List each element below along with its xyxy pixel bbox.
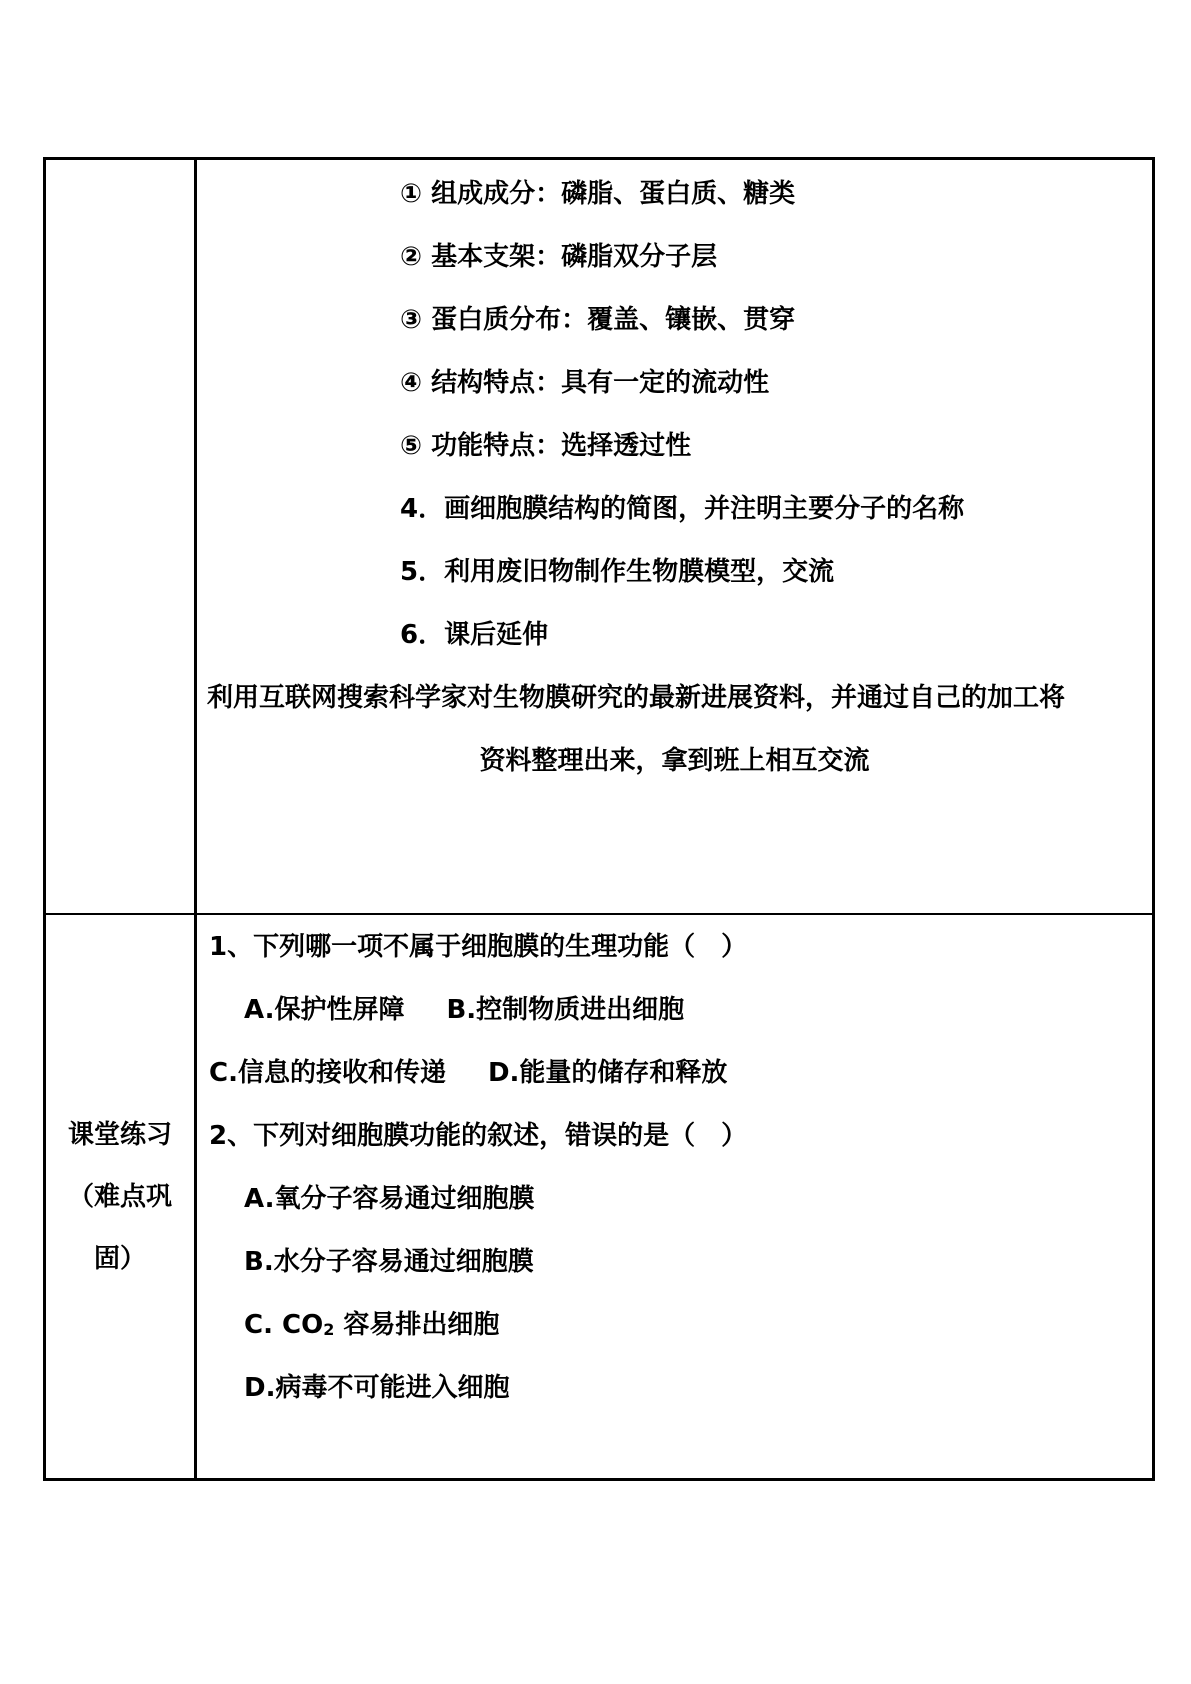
question-2-option-c-prefix: C. CO (244, 1310, 324, 1340)
summary-line-structure-feature: ④ 结构特点：具有一定的流动性 (400, 368, 770, 398)
summary-line-protein-distribution: ③ 蛋白质分布：覆盖、镶嵌、贯穿 (400, 305, 796, 335)
summary-line-extension: 6．课后延伸 (400, 620, 549, 650)
exercise-label-line-3: 固） (93, 1243, 146, 1274)
question-2-option-c-suffix: 容易排出细胞 (334, 1310, 500, 1340)
question-2-option-a: A.氧分子容易通过细胞膜 (244, 1184, 535, 1214)
summary-content (197, 160, 1152, 913)
question-2-option-d: D.病毒不可能进入细胞 (244, 1373, 510, 1403)
exercise-label-line-2: （难点巩 (67, 1181, 172, 1212)
summary-line-make-model: 5．利用废旧物制作生物膜模型，交流 (400, 557, 835, 587)
exercise-label-wrap (46, 915, 194, 1478)
summary-paragraph-line-2: 资料整理出来，拿到班上相互交流 (479, 746, 870, 776)
question-1-options-ab (244, 990, 684, 1030)
lesson-table (43, 157, 1155, 1481)
question-2-option-b: B.水分子容易通过细胞膜 (244, 1247, 534, 1277)
table-row-summary (45, 159, 1154, 915)
summary-line-function-feature: ⑤ 功能特点：选择透过性 (400, 431, 692, 461)
summary-line-composition: ① 组成成分：磷脂、蛋白质、糖类 (400, 179, 796, 209)
summary-line-draw-diagram: 4．画细胞膜结构的简图，并注明主要分子的名称 (400, 494, 965, 524)
question-1-option-d: D.能量的储存和释放 (487, 1058, 728, 1088)
question-2-stem: 2、下列对细胞膜功能的叙述，错误的是（ ） (209, 1121, 748, 1151)
exercise-label (60, 1104, 180, 1290)
question-1-stem: 1、下列哪一项不属于细胞膜的生理功能（ ） (209, 932, 748, 962)
summary-paragraph-line-1: 利用互联网搜索科学家对生物膜研究的最新进展资料，并通过自己的加工将 (207, 683, 1066, 713)
table-row-exercise (45, 914, 1154, 1480)
empty-label-cell (45, 159, 196, 915)
exercise-label-cell (45, 914, 196, 1480)
question-1-option-a: A.保护性屏障 (244, 995, 405, 1025)
exercise-content-cell (196, 914, 1154, 1480)
question-1-option-b: B.控制物质进出细胞 (446, 995, 685, 1025)
summary-content-cell (196, 159, 1154, 915)
question-1-option-c: C.信息的接收和传递 (209, 1058, 446, 1088)
summary-line-framework: ② 基本支架：磷脂双分子层 (400, 242, 718, 272)
exercise-label-line-1: 课堂练习 (67, 1119, 172, 1150)
question-2-option-c (244, 1305, 499, 1345)
exercise-content (197, 915, 1152, 1478)
question-2-option-c-subscript: 2 (323, 1320, 335, 1339)
question-1-options-cd (209, 1053, 727, 1093)
